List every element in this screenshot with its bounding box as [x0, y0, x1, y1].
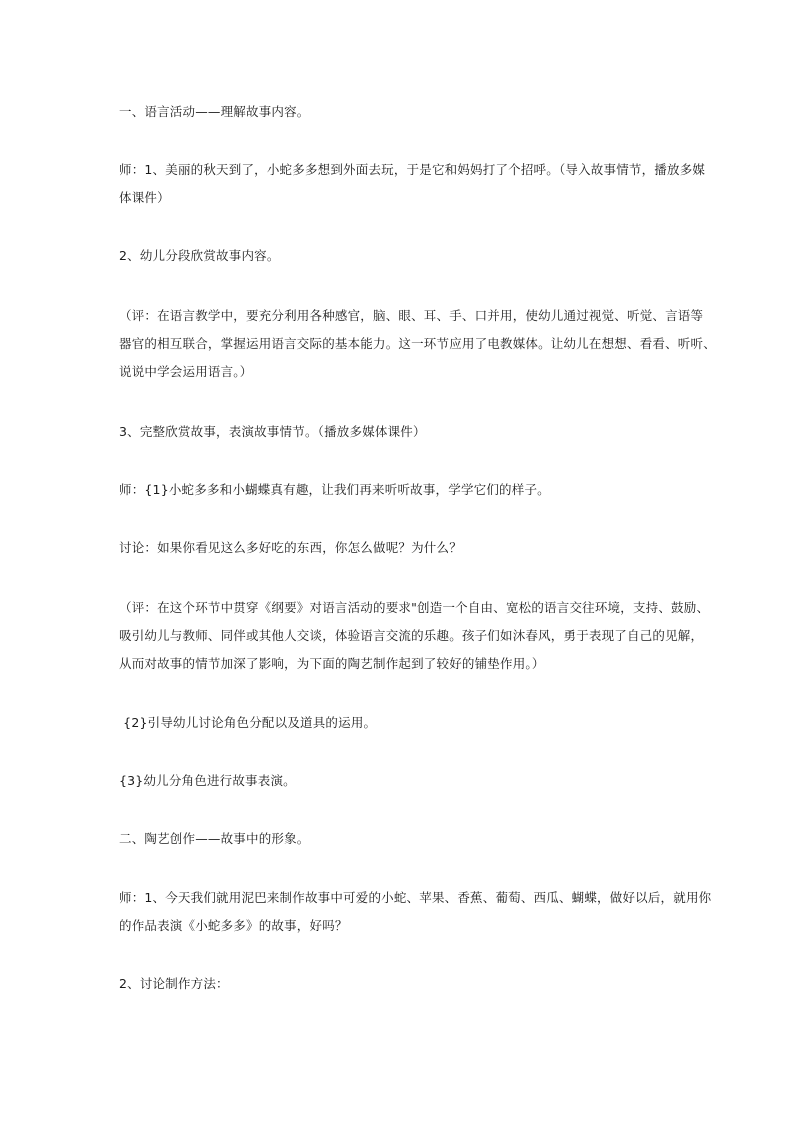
teacher-sub-1: 师：{1}小蛇多多和小蝴蝶真有趣，让我们再来听听故事，学学它们的样子。	[119, 482, 550, 497]
comment-1-line-2: 器官的相互联合，掌握运用语言交际的基本能力。这一环节应用了电教媒体。让幼儿在想想、看看、听听、	[119, 336, 716, 351]
comment-2-line-2: 吸引幼儿与教师、同伴或其他人交谈，体验语言交流的乐趣。孩子们如沐春风，勇于表现了自己的见解，	[119, 628, 704, 643]
discussion-question: 讨论：如果你看见这么多好吃的东西，你怎么做呢？为什么？	[119, 540, 462, 555]
heading-language-activity: 一、语言活动——理解故事内容。	[119, 104, 310, 119]
teacher-pottery-line-2: 的作品表演《小蛇多多》的故事，好吗？	[119, 918, 348, 933]
sub-3-role-play: {3}幼儿分角色进行故事表演。	[119, 773, 296, 788]
teacher-step-1-line-1: 师：1、美丽的秋天到了，小蛇多多想到外面去玩，于是它和妈妈打了个招呼。（导入故事情节，播放多媒	[119, 162, 706, 177]
teacher-pottery-line-1: 师：1、今天我们就用泥巴来制作故事中可爱的小蛇、苹果、香蕉、葡萄、西瓜、蝴蝶，做好以后，就用你	[119, 890, 712, 905]
sub-2-role-discussion: {2}引导幼儿讨论角色分配以及道具的运用。	[119, 715, 377, 730]
heading-pottery-creation: 二、陶艺创作——故事中的形象。	[119, 831, 310, 846]
comment-2-line-1: （评：在这个环节中贯穿《纲要》对语言活动的要求"创造一个自由、宽松的语言交往环境，支持、鼓励、	[119, 600, 710, 615]
comment-1-line-1: （评：在语言教学中，要充分利用各种感官，脑、眼、耳、手、口并用，使幼儿通过视觉、听觉、言语等	[119, 308, 704, 323]
comment-1-line-3: 说说中学会运用语言。）	[119, 364, 253, 379]
step-2-segmented-listening: 2、幼儿分段欣赏故事内容。	[119, 248, 280, 263]
comment-2-line-3: 从而对故事的情节加深了影响，为下面的陶艺制作起到了较好的铺垫作用。）	[119, 656, 545, 671]
teacher-step-1-line-2: 体课件）	[119, 190, 170, 205]
step-3-full-story: 3、完整欣赏故事，表演故事情节。（播放多媒体课件）	[119, 424, 426, 439]
step-2-discuss-method: 2、讨论制作方法：	[119, 976, 229, 991]
